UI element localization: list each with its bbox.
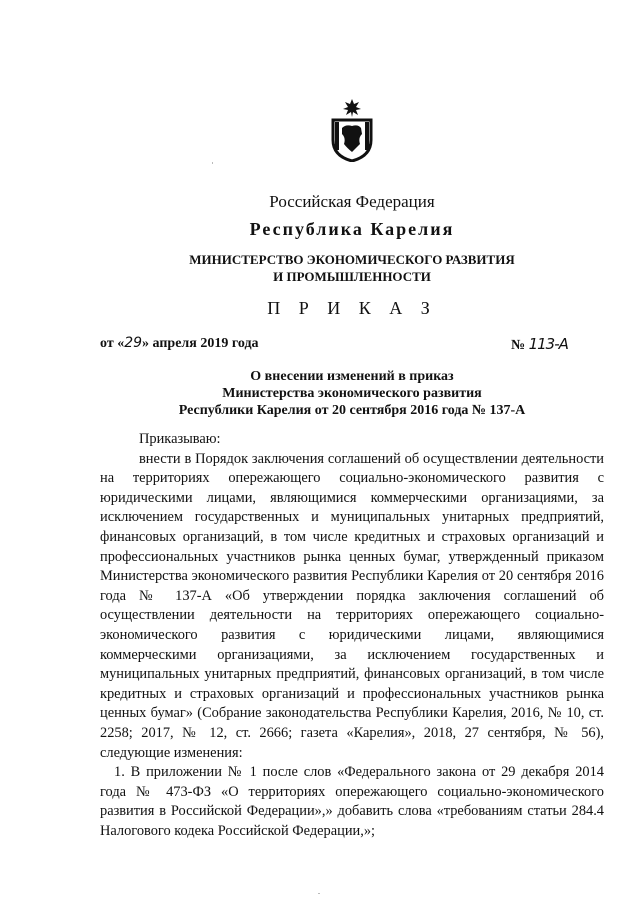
date-suffix: » апреля 2019 года xyxy=(142,336,259,351)
order-item-1: 1. В приложении № 1 после слов «Федерального закона от 29 декабря 2014 года № 473-ФЗ «О территориях опережающего социально-экономического развития в Российской Федерации»,» добавить слова «требованиям статьи 284.4 Налогового кодека Российской Федерации,»; xyxy=(100,764,604,839)
ministry-line-2: И ПРОМЫШЛЕННОСТИ xyxy=(273,269,431,284)
date-day-handwritten: 29 xyxy=(124,335,143,351)
title-line-3: Республики Карелия от 20 сентября 2016 года № 137-А xyxy=(178,403,526,418)
scan-speck xyxy=(212,162,213,164)
number-handwritten: 113-А xyxy=(528,335,568,353)
order-title xyxy=(100,368,604,419)
title-line-2: Министерства экономического развития xyxy=(222,386,482,401)
order-date xyxy=(100,335,259,352)
order-number xyxy=(511,335,568,354)
date-prefix: от « xyxy=(100,336,125,351)
title-line-1: О внесении изменений в приказ xyxy=(250,369,454,384)
karelia-coat-of-arms-icon xyxy=(330,98,374,162)
order-lead: Приказываю: xyxy=(139,431,221,447)
order-body xyxy=(100,430,604,841)
number-prefix: № xyxy=(511,338,526,353)
ministry-heading xyxy=(0,251,640,285)
republic-heading: Республика Карелия xyxy=(249,219,455,239)
ministry-line-1: МИНИСТЕРСТВО ЭКОНОМИЧЕСКОГО РАЗВИТИЯ xyxy=(189,252,515,267)
order-paragraph-1: внести в Порядок заключения соглашений об осуществлении деятельности на территориях опережающего социально-экономического развития с юридическими лицами, являющимися коммерческими организациями, за исключением государственных и муниципальных унитарных предприятий, финансовых организаций, в том числе кредитных и страховых организаций и профессиональных участников рынка ценных бумаг, утвержденный приказом Министерства экономического развития Республики Карелия от 20 сентября 2016 года № 137-А «Об утверждении порядка заключения соглашений об осуществлении деятельности на территориях опережающего социально-экономического развития с юридическими лицами, являющимися коммерческими организациями, за исключением государственных и муниципальных унитарных предприятий, финансовых организаций, в том числе кредитных и страховых организаций и профессиональных участников рынка ценных бумаг» (Собрание законодательства Республики Карелия, 2016, № 10, ст. 2258; 2017, № 12, ст. 2666; газета «Карелия», 2018, 27 сентября, № 56), следующие изменения: xyxy=(100,450,604,761)
country-heading: Российская Федерация xyxy=(269,192,435,211)
scan-speck xyxy=(318,893,320,894)
document-type-heading: П Р И К А З xyxy=(267,298,437,318)
